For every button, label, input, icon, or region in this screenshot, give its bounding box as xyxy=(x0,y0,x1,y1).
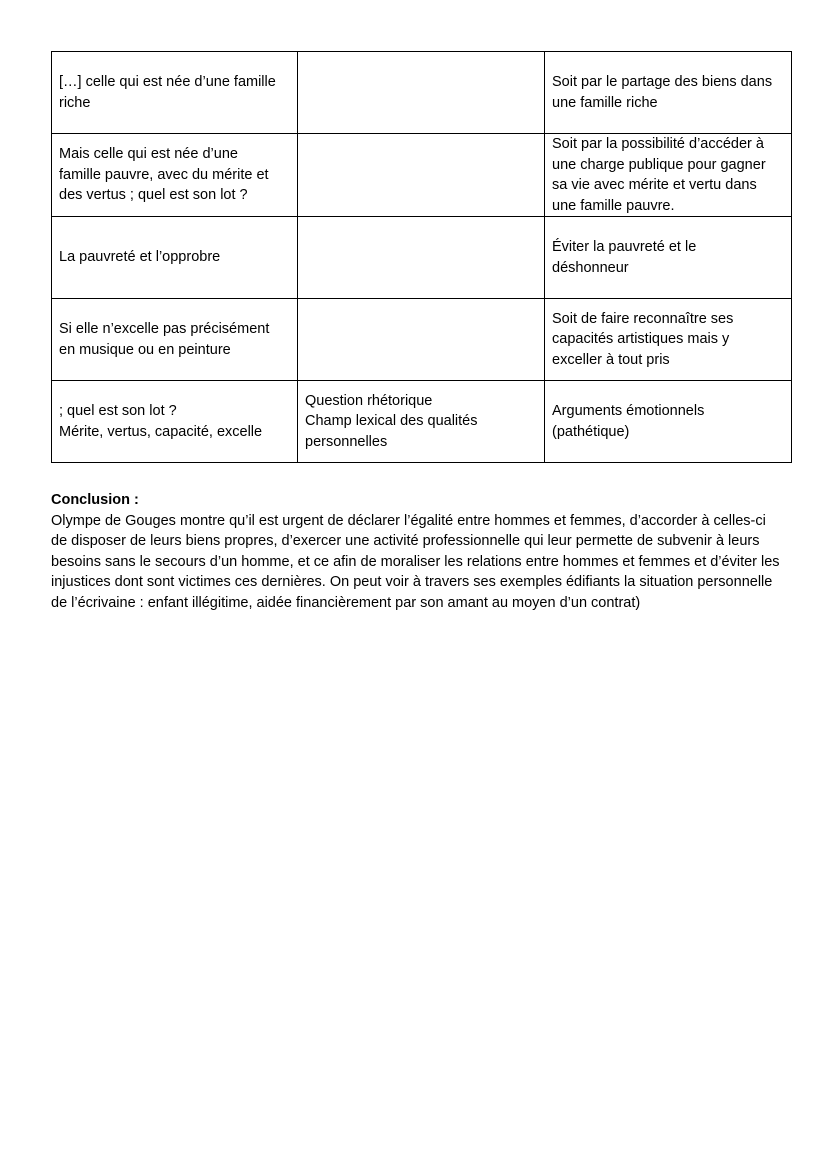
table-cell-interpretation xyxy=(545,381,792,463)
table-cell-device xyxy=(298,134,545,217)
table-row xyxy=(52,52,792,134)
cell-text: Éviter la pauvreté et le déshonneur xyxy=(552,239,697,276)
conclusion-section xyxy=(51,490,781,614)
cell-text: Question rhétorique Champ lexical des qualités personnelles xyxy=(305,392,478,450)
table-cell-quote xyxy=(52,299,298,381)
table-cell-quote xyxy=(52,217,298,299)
table-row xyxy=(52,217,792,299)
cell-text: Soit de faire reconnaître ses capacités artistiques mais y exceller à tout pris xyxy=(552,310,734,368)
conclusion-title: Conclusion : xyxy=(51,492,139,508)
cell-text: ; quel est son lot ? Mérite, vertus, capacité, excelle xyxy=(59,403,263,440)
table-cell-device xyxy=(298,52,545,134)
table-row xyxy=(52,134,792,217)
table-cell-quote xyxy=(52,52,298,134)
cell-text: Arguments émotionnels (pathétique) xyxy=(552,403,705,440)
table-cell-device xyxy=(298,381,545,463)
cell-text: La pauvreté et l’opprobre xyxy=(59,249,221,266)
cell-text: Soit par la possibilité d’accéder à une charge publique pour gagner sa vie avec mérite et vertu dans une famille pauvre. xyxy=(552,136,766,214)
table-row xyxy=(52,381,792,463)
table-cell-interpretation xyxy=(545,52,792,134)
cell-text: Mais celle qui est née d’une famille pauvre, avec du mérite et des vertus ; quel est son lot ? xyxy=(59,146,269,204)
table-cell-interpretation xyxy=(545,217,792,299)
conclusion-body: Olympe de Gouges montre qu’il est urgent de déclarer l’égalité entre hommes et femmes, d’accorder à celles-ci de disposer de leurs biens propres, d’exercer une activité professionnelle qui leur permette de subvenir à leurs besoins sans le secours d’un homme, et ce afin de moraliser les relations entre hommes et femmes et d’éviter les injustices dont sont victimes ces dernières. On peut voir à travers ses exemples édifiants la situation personnelle de l’écrivaine : enfant illégitime, aidée financièrement par son amant au moyen d’un contrat) xyxy=(51,512,780,611)
table-cell-interpretation xyxy=(545,299,792,381)
table-row xyxy=(52,299,792,381)
table-cell-quote xyxy=(52,381,298,463)
cell-text: Si elle n’excelle pas précisément en musique ou en peinture xyxy=(59,321,270,358)
table-cell-device xyxy=(298,299,545,381)
table-cell-quote xyxy=(52,134,298,217)
cell-text: Soit par le partage des biens dans une famille riche xyxy=(552,74,773,111)
table-cell-device xyxy=(298,217,545,299)
analysis-table xyxy=(51,51,792,463)
table-cell-interpretation xyxy=(545,134,792,217)
cell-text: […] celle qui est née d’une famille riche xyxy=(59,74,276,111)
